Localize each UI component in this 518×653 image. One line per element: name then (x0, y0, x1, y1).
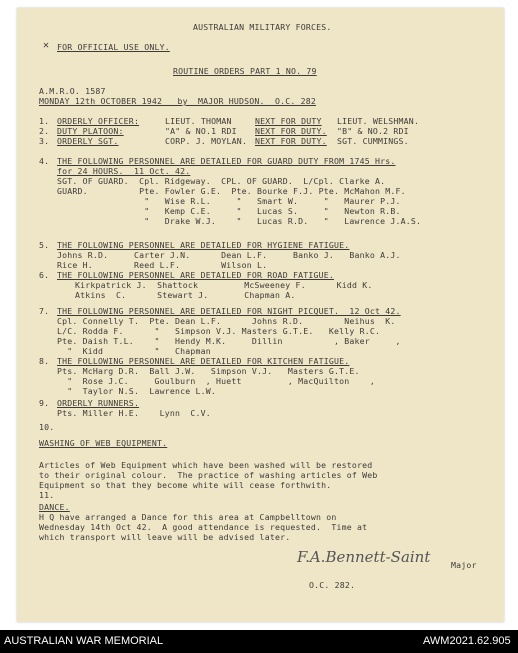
date-line: MONDAY 12th OCTOBER 1942 by MAJOR HUDSON. O.C. 282 (39, 96, 316, 106)
handwritten-signature: F.A.Bennett-Saint (297, 548, 431, 566)
section-4-subheading: for 24 HOURS. 11 Oct. 42. (57, 166, 191, 176)
section-10-line: Equipment so that they become white will cease forthwith. (39, 480, 332, 490)
archive-footer (0, 630, 518, 653)
order-3-number: 3. (39, 136, 50, 146)
footer-institution: AUSTRALIAN WAR MEMORIAL (4, 635, 164, 647)
section-11-line: H Q have arranged a Dance for this area at Campbelltown on (39, 512, 337, 522)
section-7-line: Pte. Daish T.L. " Hendy M.K. Dillin , Baker , (57, 336, 401, 346)
section-4-line: SGT. OF GUARD. Cpl. Ridgeway. CPL. OF GUARD. L/Cpl. Clarke A. (57, 176, 386, 186)
section-7-number: 7. (39, 306, 50, 316)
order-2-next: NEXT FOR DUTY. (255, 126, 327, 136)
official-use-line: FOR OFFICIAL USE ONLY. (57, 42, 170, 52)
section-7-line: L/C. Rodda F. " Simpson V.J. Masters G.T.E. Kelly R.C. (57, 326, 381, 336)
section-7-line: " Kidd " Chapman (57, 346, 211, 356)
section-4-line: " Wise R.L. " Smart W. " Maurer P.J. (57, 196, 401, 206)
order-1-value: LIEUT. THOMAN (165, 116, 232, 126)
section-8-number: 8. (39, 356, 50, 366)
marker-cross: ✕ (43, 40, 50, 51)
document-page (17, 8, 504, 622)
order-1-label: ORDERLY OFFICER: (57, 116, 140, 126)
order-2-next-value: "B" & NO.2 RDI (337, 126, 409, 136)
section-10-heading: WASHING OF WEB EQUIPMENT. (39, 438, 168, 448)
order-1-number: 1. (39, 116, 50, 126)
section-5-line: Rice H. Reed L.F. Wilson L. (57, 260, 268, 270)
header-title: AUSTRALIAN MILITARY FORCES. (193, 22, 332, 32)
section-5-heading: THE FOLLOWING PERSONNEL ARE DETAILED FOR HYGIENE FATIGUE. (57, 240, 350, 250)
footer-accession-number: AWM2021.62.905 (423, 635, 511, 647)
section-11-line: which transport will leave will be advised later. (39, 532, 291, 542)
section-8-heading: THE FOLLOWING PERSONNEL ARE DETAILED FOR KITCHEN FATIGUE. (57, 356, 350, 366)
order-3-next: NEXT FOR DUTY. (255, 136, 327, 146)
order-3-label: ORDERLY SGT. (57, 136, 119, 146)
routine-orders-title: ROUTINE ORDERS PART 1 NO. 79 (173, 66, 317, 76)
order-3-value: CORP. J. MOYLAN. (165, 136, 248, 146)
order-1-next: NEXT FOR DUTY (255, 116, 322, 126)
section-8-line: Pts. McHarg D.R. Ball J.W. Simpson V.J. Masters G.T.E. (57, 366, 360, 376)
section-10-number: 10. (39, 422, 55, 432)
order-2-value: "A" & NO.1 RDI (165, 126, 237, 136)
section-8-line: " Rose J.C. Goulburn , Huett , MacQuilton , (57, 376, 376, 386)
order-1-next-value: LIEUT. WELSHMAN. (337, 116, 420, 126)
section-10-line: Articles of Web Equipment which have been washed will be restored (39, 460, 373, 470)
section-4-line: GUARD. Pte. Fowler G.E. Pte. Bourke F.J. Pte. McMahon M.F. (57, 186, 406, 196)
section-11-line: Wednesday 14th Oct 42. A good attendance is requested. Time at (39, 522, 368, 532)
section-11-number: 11. (39, 490, 55, 500)
section-6-line: Kirkpatrick J. Shattock McSweeney F. Kidd K. (75, 280, 373, 290)
section-5-line: Johns R.D. Carter J.N. Dean L.F. Banko J. Banko A.J. (57, 250, 401, 260)
section-11-heading: DANCE. (39, 502, 70, 512)
signatory-unit: O.C. 282. (309, 580, 356, 590)
section-6-line: Atkins C. Stewart J. Chapman A. (75, 290, 296, 300)
section-5-number: 5. (39, 240, 50, 250)
amro-ref: A.M.R.O. 1587 (39, 86, 106, 96)
section-7-line: Cpl. Connelly T. Pte. Dean L.F. Johns R.D. Neihus K. (57, 316, 396, 326)
order-2-number: 2. (39, 126, 50, 136)
section-4-heading: THE FOLLOWING PERSONNEL ARE DETAILED FOR GUARD DUTY FROM 1745 Hrs. (57, 156, 396, 166)
section-10-line: to their original colour. The practice of washing articles of Web (39, 470, 378, 480)
section-9-number: 9. (39, 398, 50, 408)
section-6-heading: THE FOLLOWING PERSONNEL ARE DETAILED FOR ROAD FATIGUE. (57, 270, 334, 280)
order-3-next-value: SGT. CUMMINGS. (337, 136, 409, 146)
section-8-line: " Taylor N.S. Lawrence L.W. (57, 386, 217, 396)
signatory-rank: Major (451, 560, 477, 570)
section-4-number: 4. (39, 156, 50, 166)
section-9-heading: ORDERLY RUNNERS. (57, 398, 140, 408)
section-7-heading: THE FOLLOWING PERSONNEL ARE DETAILED FOR NIGHT PICQUET. 12 Oct 42. (57, 306, 401, 316)
order-2-label: DUTY PLATOON: (57, 126, 124, 136)
section-4-line: " Drake W.J. " Lucas R.D. " Lawrence J.A.S. (57, 216, 422, 226)
section-9-line: Pts. Miller H.E. Lynn C.V. (57, 408, 211, 418)
section-4-line: " Kemp C.E. " Lucas S. " Newton R.B. (57, 206, 401, 216)
section-6-number: 6. (39, 270, 50, 280)
